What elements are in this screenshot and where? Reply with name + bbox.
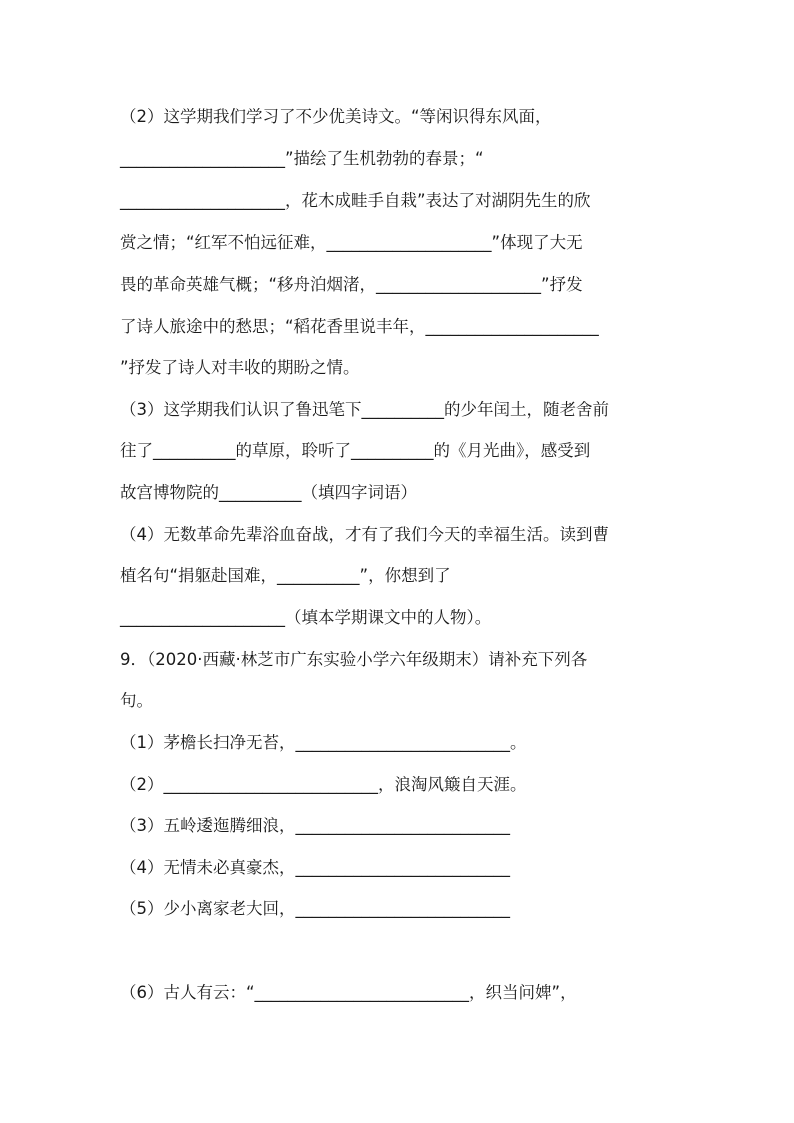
line-text: 了诗人旅途中的愁思；“稻花香里说丰年，_____________________ [120,317,599,336]
line-text: 畏的革命英雄气概；“移舟泊烟渚，____________________”抒发 [120,275,583,294]
text-line [120,357,690,379]
text-line [120,774,690,796]
text-line [120,898,690,920]
line-text: 赏之情；“红军不怕远征难，____________________”体现了大无 [120,233,583,252]
text-line [120,565,690,587]
question-heading [120,649,690,671]
line-text: （2）__________________________，浪淘风簸自天涯。 [120,775,527,794]
line-text: ____________________，花木成畦手自栽”表达了对湖阴先生的欣 [120,191,591,210]
text-line [120,316,690,338]
text-line [120,690,690,712]
text-line [120,440,690,462]
text-line [120,815,690,837]
line-text: （4）无数革命先辈浴血奋战，才有了我们今天的幸福生活。读到曹 [120,525,609,544]
line-text: （4）无情未必真豪杰，__________________________ [120,858,510,877]
text-line [120,190,690,212]
line-text: （6）古人有云：“__________________________，织当问婢”， [120,983,577,1002]
line-text: （3）五岭逶迤腾细浪，__________________________ [120,816,510,835]
line-text: ”抒发了诗人对丰收的期盼之情。 [120,358,360,377]
line-text: 句。 [120,691,153,710]
text-line [120,857,690,879]
line-text: 故宫博物院的__________（填四字词语） [120,483,417,502]
text-line [120,982,690,1004]
text-line [120,482,690,504]
text-line [120,399,690,421]
line-text: 往了__________的草原，聆听了__________的《月光曲》，感受到 [120,441,591,460]
line-text: 9．（2020·西藏·林芝市广东实验小学六年级期末）请补充下列各 [120,650,588,669]
text-line [120,607,690,629]
text-line [120,524,690,546]
line-text: （3）这学期我们认识了鲁迅笔下__________的少年闰土，随老舍前 [120,400,609,419]
text-line [120,274,690,296]
line-text: （1）茅檐长扫净无苔，__________________________。 [120,733,527,752]
text-line [120,148,690,170]
line-text: 植名句“捐躯赴国难，__________”，你想到了 [120,566,451,585]
text-line [120,106,690,128]
line-text: ____________________（填本学期课文中的人物）。 [120,608,492,627]
line-text: （5）少小离家老大回，__________________________ [120,899,510,918]
text-line [120,232,690,254]
line-text: （2）这学期我们学习了不少优美诗文。“等闲识得东风面， [120,107,552,126]
text-line [120,732,690,754]
line-text: ____________________”描绘了生机勃勃的春景；“ [120,149,484,168]
